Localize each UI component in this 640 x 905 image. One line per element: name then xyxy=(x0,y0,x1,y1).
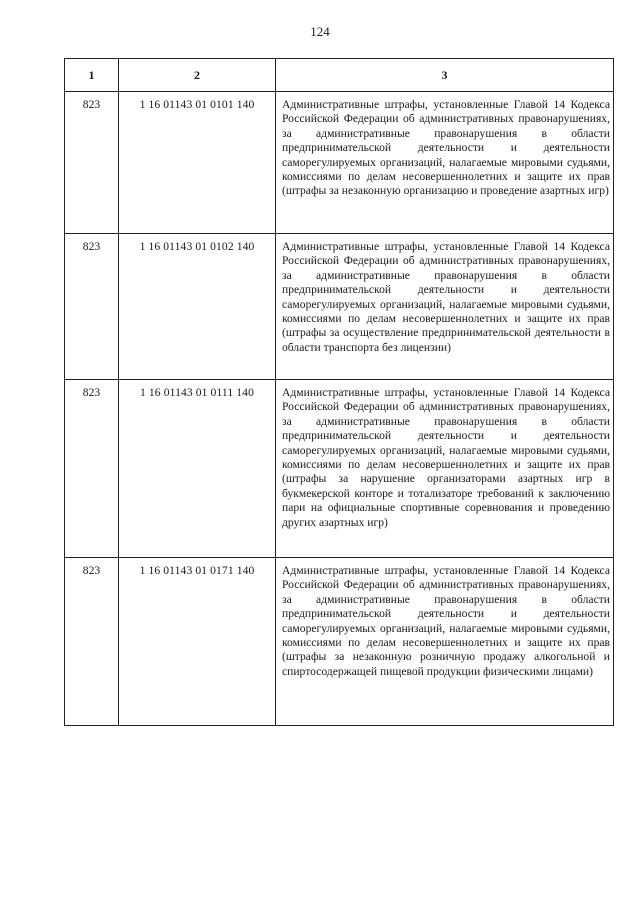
table-row xyxy=(65,92,614,234)
description-cell: Административные штрафы, установленные Главой 14 Кодекса Российской Федерации об административных правонарушениях, за административные правонарушения в области предпринимательской деятельности и деятельности саморегулируемых организаций, налагаемые мировыми судьями, комиссиями по делам несовершеннолетних и защите их прав (штрафы за незаконную розничную продажу алкогольной и спиртосодержащей пищевой продукции физическими лицами) xyxy=(276,558,614,726)
admin-code-cell: 823 xyxy=(65,558,119,726)
table-row xyxy=(65,234,614,380)
table-header-row xyxy=(65,59,614,92)
header-col-3: 3 xyxy=(276,59,614,92)
header-col-2: 2 xyxy=(119,59,276,92)
budget-codes-table xyxy=(64,58,614,726)
admin-code-cell: 823 xyxy=(65,234,119,380)
table-row xyxy=(65,380,614,558)
admin-code-cell: 823 xyxy=(65,380,119,558)
kbk-code-cell: 1 16 01143 01 0102 140 xyxy=(119,234,276,380)
kbk-code-cell: 1 16 01143 01 0101 140 xyxy=(119,92,276,234)
table-row xyxy=(65,558,614,726)
page-number: 124 xyxy=(310,24,330,39)
admin-code-cell: 823 xyxy=(65,92,119,234)
header-col-1: 1 xyxy=(65,59,119,92)
description-cell: Административные штрафы, установленные Главой 14 Кодекса Российской Федерации об административных правонарушениях, за административные правонарушения в области предпринимательской деятельности и деятельности саморегулируемых организаций, налагаемые мировыми судьями, комиссиями по делам несовершеннолетних и защите их прав (штрафы за осуществление предпринимательской деятельности в области транспорта без лицензии) xyxy=(276,234,614,380)
kbk-code-cell: 1 16 01143 01 0111 140 xyxy=(119,380,276,558)
kbk-code-cell: 1 16 01143 01 0171 140 xyxy=(119,558,276,726)
description-cell: Административные штрафы, установленные Главой 14 Кодекса Российской Федерации об административных правонарушениях, за административные правонарушения в области предпринимательской деятельности и деятельности саморегулируемых организаций, налагаемые мировыми судьями, комиссиями по делам несовершеннолетних и защите их прав (штрафы за незаконную организацию и проведение азартных игр) xyxy=(276,92,614,234)
description-cell: Административные штрафы, установленные Главой 14 Кодекса Российской Федерации об административных правонарушениях, за административные правонарушения в области предпринимательской деятельности и деятельности саморегулируемых организаций, налагаемые мировыми судьями, комиссиями по делам несовершеннолетних и защите их прав (штрафы за нарушение организаторами азартных игр в букмекерской конторе и тотализаторе требований к заключению пари на официальные спортивные соревнования и проведению других азартных игр) xyxy=(276,380,614,558)
